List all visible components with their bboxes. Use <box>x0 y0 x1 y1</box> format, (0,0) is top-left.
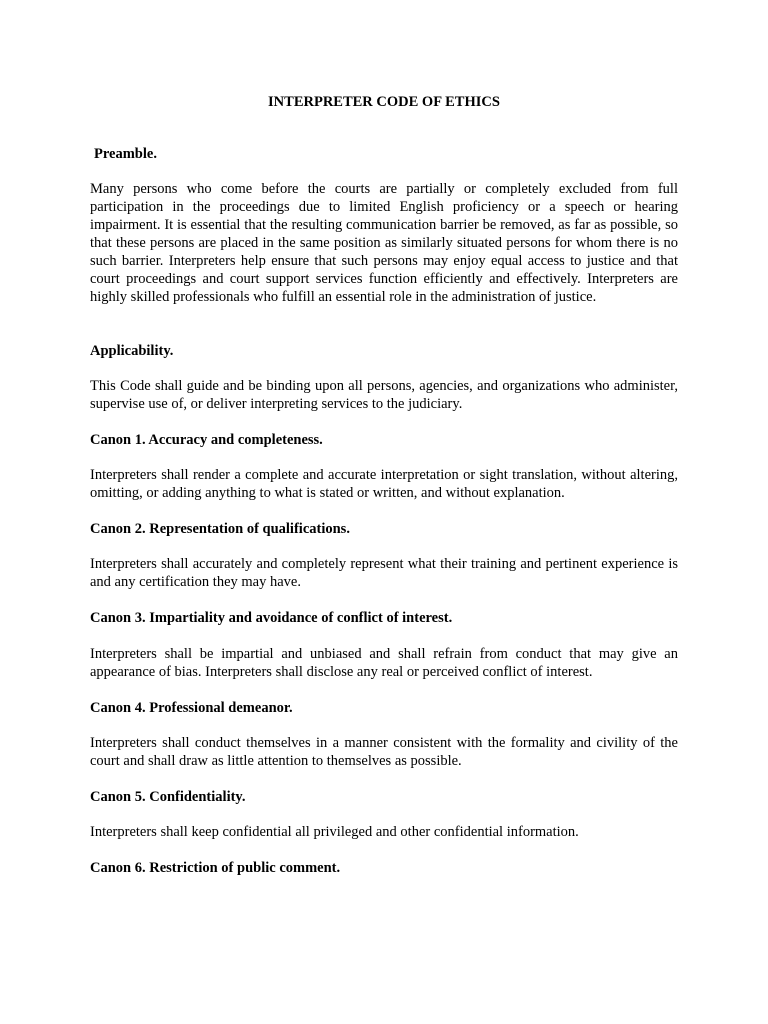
section-body-canon-3: Interpreters shall be impartial and unbiased and shall refrain from conduct that may give an appearance of bias. Interpreters shall disclose any real or perceived conflict of interest. <box>90 646 678 680</box>
section-heading-canon-1: Canon 1. Accuracy and completeness. <box>90 432 323 448</box>
section-body-canon-2: Interpreters shall accurately and completely represent what their training and pertinent experience is and any certification they may have. <box>90 556 678 590</box>
section-heading-canon-3: Canon 3. Impartiality and avoidance of conflict of interest. <box>90 610 453 626</box>
section-heading-applicability: Applicability. <box>90 343 174 359</box>
section-heading-canon-5: Canon 5. Confidentiality. <box>90 789 246 805</box>
section-body-preamble: Many persons who come before the courts are partially or completely excluded from full participation in the proceedings due to limited English proficiency or a speech or hearing impairment. It is essential that the resulting communication barrier be removed, as far as possible, so that these persons are placed in the same position as similarly situated persons for whom there is no such barrier. Interpreters help ensure that such persons may enjoy equal access to justice and that court proceedings and court support services function efficiently and effectively. Interpreters are highly skilled professionals who fulfill an essential role in the administration of justice. <box>90 181 678 305</box>
section-body-canon-5: Interpreters shall keep confidential all privileged and other confidential information. <box>90 824 579 840</box>
section-body-applicability: This Code shall guide and be binding upon all persons, agencies, and organizations who administer, supervise use of, or deliver interpreting services to the judiciary. <box>90 378 678 412</box>
section-heading-preamble: Preamble. <box>94 146 157 162</box>
document-title: INTERPRETER CODE OF ETHICS <box>268 94 500 110</box>
section-heading-canon-6: Canon 6. Restriction of public comment. <box>90 860 341 876</box>
section-body-canon-1: Interpreters shall render a complete and accurate interpretation or sight translation, without altering, omitting, or adding anything to what is stated or written, and without explanation. <box>90 467 678 501</box>
section-body-canon-4: Interpreters shall conduct themselves in a manner consistent with the formality and civility of the court and shall draw as little attention to themselves as possible. <box>90 735 678 769</box>
section-heading-canon-4: Canon 4. Professional demeanor. <box>90 700 293 716</box>
section-heading-canon-2: Canon 2. Representation of qualifications. <box>90 521 350 537</box>
